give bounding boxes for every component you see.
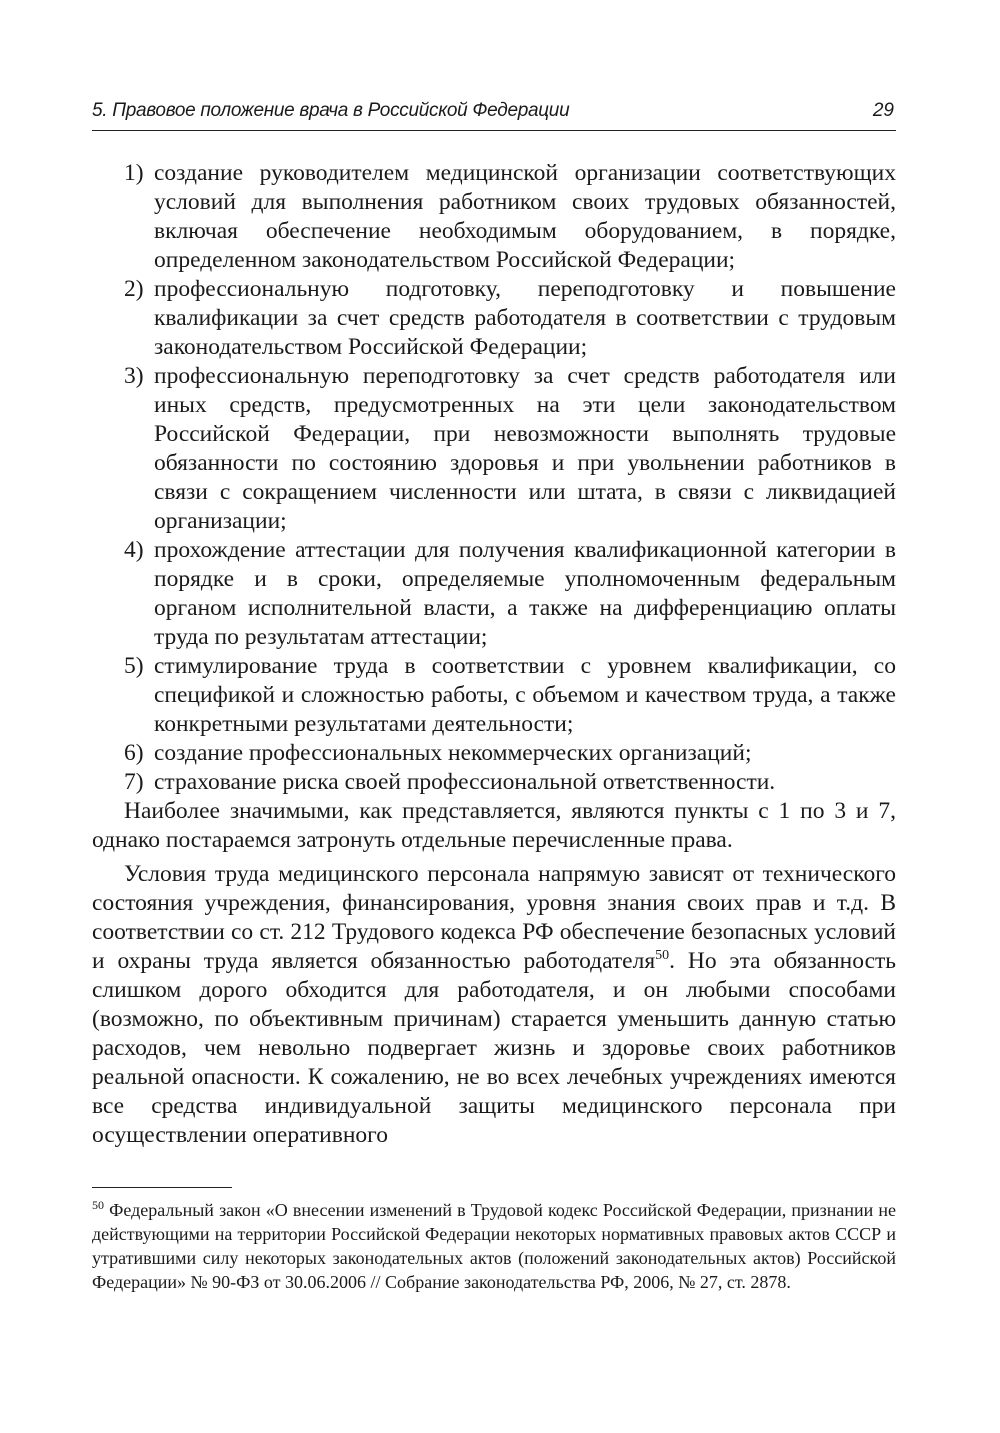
list-item <box>92 536 896 652</box>
chapter-title: 5. Правовое положение врача в Российской Федерации <box>92 100 570 121</box>
list-item-number: 7) <box>124 769 144 795</box>
running-head <box>92 96 896 131</box>
footnote-number: 50 <box>92 1198 104 1212</box>
paragraph-working-conditions <box>92 860 896 1150</box>
paragraph-text: Условия труда медицинского персонала напрямую зависят от технического состояния учреждения, финансирования, уровня знания своих прав и т.д. В соответствии со ст. 212 Трудового кодекса РФ обеспечение безопасных условий и охраны труда является обязанностью работодателя <box>92 861 896 974</box>
list-item <box>92 362 896 536</box>
list-item-number: 5) <box>124 653 144 679</box>
list-item-text: создание профессиональных некоммерческих организаций; <box>154 740 752 766</box>
list-item-number: 3) <box>124 363 144 389</box>
list-item-text: прохождение аттестации для получения квалификационной категории в порядке и в сроки, определяемые уполномоченным федеральным органом исполнительной власти, а также на дифференциацию оплаты труда по результатам аттестации; <box>154 537 896 650</box>
list-item-number: 6) <box>124 740 144 766</box>
list-item-number: 4) <box>124 537 144 563</box>
list-item-text: профессиональную подготовку, переподготовку и повышение квалификации за счет средств работодателя в соответствии с трудовым законодательством Российской Федерации; <box>154 276 896 360</box>
list-item <box>92 159 896 275</box>
paragraph-summary: Наиболее значимыми, как представляется, являются пункты с 1 по 3 и 7, однако постараемся затронуть отдельные перечисленные права. <box>92 798 896 853</box>
footnote-reference[interactable]: 50 <box>655 948 670 963</box>
list-item <box>92 275 896 362</box>
footnote <box>92 1198 896 1294</box>
list-item-text: создание руководителем медицинской организации соответствующих условий для выполнения работником своих трудовых обязанностей, включая обеспечение необходимым оборудованием, в порядке, определенном законодательством Российской Федерации; <box>154 160 896 273</box>
list-item <box>92 652 896 739</box>
footnote-divider <box>92 1187 232 1188</box>
list-item-text: стимулирование труда в соответствии с уровнем квалификации, со спецификой и сложностью работы, с объемом и качеством труда, а также конкретными результатами деятельности; <box>154 653 896 737</box>
list-item-text: страхование риска своей профессиональной ответственности. <box>154 769 776 795</box>
list-item-number: 2) <box>124 276 144 302</box>
page-number: 29 <box>872 100 894 121</box>
footnote-text: Федеральный закон «О внесении изменений в Трудовой кодекс Российской Федерации, признании не действующими на территории Российской Федерации некоторых нормативных правовых актов СССР и утратившими силу некоторых законодательных актов (положений законодательных актов) Российской Федерации» № 90-ФЗ от 30.06.2006 // Собрание законодательства РФ, 2006, № 27, ст. 2878. <box>92 1200 896 1292</box>
list-item <box>92 739 896 768</box>
main-text <box>92 159 896 1150</box>
list-item <box>92 768 896 797</box>
list-item-number: 1) <box>124 160 144 186</box>
paragraph-text-continued: . Но эта обязанность слишком дорого обходится для работодателя, и он любыми способами (возможно, по объективным причинам) старается уменьшить данную статью расходов, чем невольно подвергает жизнь и здоровье своих работников реальной опасности. К сожалению, не во всех лечебных учреждениях имеются все средства индивидуальной защиты медицинского персонала при осуществлении оперативного <box>92 948 896 1148</box>
list-item-text: профессиональную переподготовку за счет средств работодателя или иных средств, предусмотренных на эти цели законодательством Российской Федерации, при невозможности выполнять трудовые обязанности по состоянию здоровья и при увольнении работников в связи с сокращением численности или штата, в связи с ликвидацией организации; <box>154 363 896 534</box>
